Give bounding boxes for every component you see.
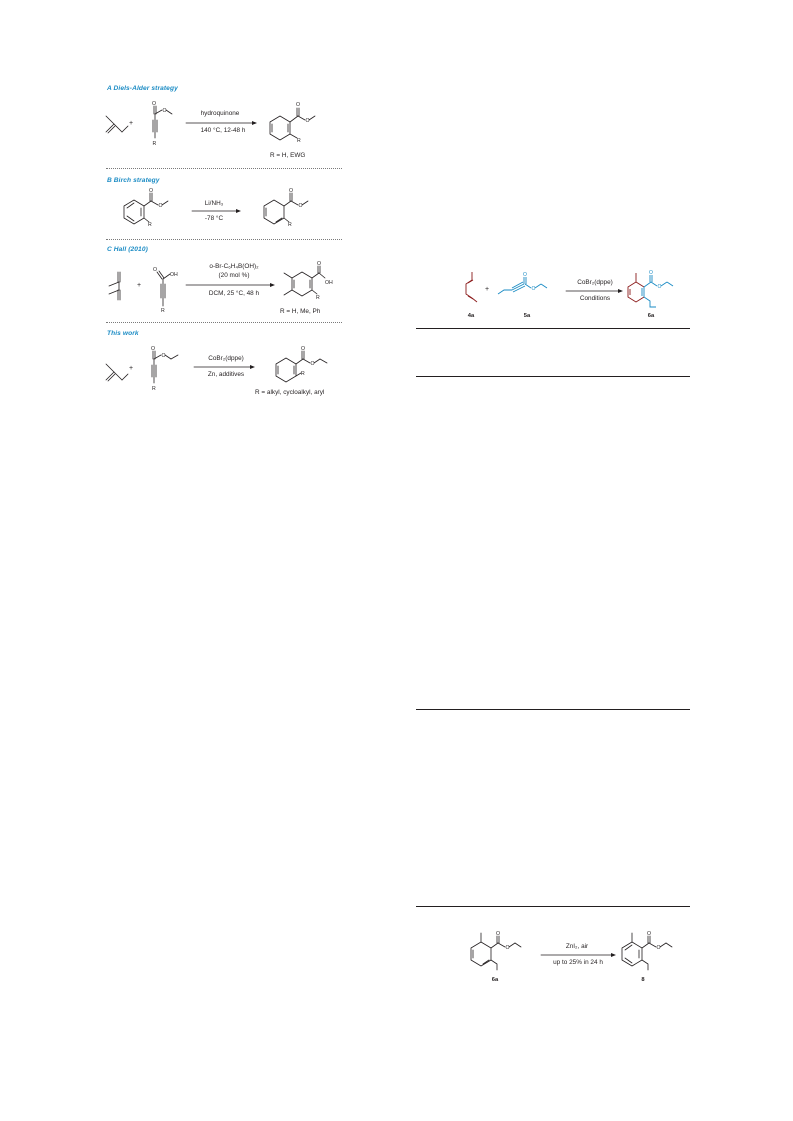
r-group-label: R <box>161 308 165 314</box>
conditions-label: Conditions <box>579 295 611 302</box>
oxygen-label: O <box>649 270 653 276</box>
this-work-title: This work <box>107 330 139 337</box>
plus-sign: + <box>137 282 142 289</box>
reaction-arrow <box>186 282 276 288</box>
oxygen-label: O <box>657 284 662 290</box>
compound-6a-structure <box>465 930 525 974</box>
oxygen-label: O <box>317 261 322 267</box>
butadiene-structure <box>104 358 134 388</box>
alkynoate-structure-a <box>140 100 176 148</box>
dimethylbutadiene-structure <box>104 268 130 302</box>
compound-label-5a: 5a <box>523 313 531 319</box>
catalyst-loading: (20 mol %) <box>218 272 250 279</box>
plus-sign: + <box>129 365 134 372</box>
table-bottom-rule <box>416 906 690 907</box>
table-section-rule <box>416 709 690 710</box>
oxygen-label: O <box>161 353 166 359</box>
r-group-label: R <box>152 386 156 392</box>
r-group-label: R <box>148 222 152 228</box>
cyclohexadiene-ester-product-this-work <box>270 346 336 392</box>
r-group-label: R <box>152 141 157 147</box>
oxygen-label: O <box>496 931 501 937</box>
hydroxyl-label: OH <box>170 272 178 278</box>
alkynoic-acid-structure <box>152 264 184 314</box>
r-group-label: R <box>297 138 301 144</box>
oxygen-label: O <box>152 101 157 107</box>
oxygen-label: O <box>153 267 158 273</box>
oxygen-label: O <box>158 203 163 209</box>
oxygen-label: O <box>289 188 294 194</box>
oxygen-label: O <box>305 118 310 124</box>
cyclohexadiene-acid-product-c <box>282 262 344 308</box>
reagent-label: ZnI₂, air <box>565 943 589 950</box>
panel-a-title: A Diels-Alder strategy <box>107 85 178 92</box>
oxygen-label: O <box>298 203 303 209</box>
oxygen-label: O <box>647 931 652 937</box>
compound-label-8: 8 <box>641 977 645 983</box>
compound-8-structure <box>616 930 676 974</box>
oxygen-label: O <box>301 346 306 352</box>
hexadiene-4a-structure <box>462 270 484 306</box>
reaction-arrow <box>186 120 258 126</box>
compound-label-6a: 6a <box>491 977 499 983</box>
oxygen-label: O <box>505 945 510 951</box>
table-header-rule <box>416 376 690 377</box>
reagent-label: CoBr₂(dppe) <box>577 279 613 286</box>
reaction-arrow <box>541 952 617 958</box>
plus-sign: + <box>485 286 490 293</box>
reaction-arrow <box>192 208 242 214</box>
conditions-label: 140 °C, 12-48 h <box>200 127 246 134</box>
panel-divider <box>106 239 342 240</box>
panel-c-title: C Hall (2010) <box>107 246 148 253</box>
oxygen-label: O <box>656 945 661 951</box>
alkynoate-5a-structure <box>494 272 554 302</box>
reagent-label: hydroquinone <box>200 110 240 117</box>
r-group-label: R <box>301 371 305 377</box>
r-group-label: R <box>316 295 320 301</box>
cyclohexadiene-ester-product-a <box>262 100 322 150</box>
scope-note: R = H, EWG <box>270 152 306 159</box>
oxygen-label: O <box>151 346 156 352</box>
scope-note: R = H, Me, Ph <box>280 308 321 315</box>
conditions-label: -78 °C <box>204 215 224 222</box>
oxygen-label: O <box>149 188 154 194</box>
reagent-label: CoBr₂(dppe) <box>208 355 244 362</box>
compound-label-6a: 6a <box>647 313 655 319</box>
reagent-label: Li/NH₃ <box>204 200 224 207</box>
table-top-rule <box>416 328 690 329</box>
oxygen-label: O <box>162 108 167 114</box>
oxygen-label: O <box>296 102 301 108</box>
oxygen-label: O <box>310 361 315 367</box>
oxygen-label: O <box>531 286 536 292</box>
cyclohexadiene-ester-product-b <box>258 188 318 228</box>
conditions-label: Zn, additives <box>207 371 245 378</box>
compound-label-4a: 4a <box>467 313 475 319</box>
reagent-label: o-Br-C₆H₄B(OH)₂ <box>209 263 259 270</box>
conditions-label: up to 25% in 24 h <box>553 959 603 966</box>
panel-divider <box>106 168 342 169</box>
panel-b-title: B Birch strategy <box>107 177 160 184</box>
oxygen-label: O <box>523 272 527 278</box>
alkynoate-ethyl-structure <box>142 345 184 395</box>
reaction-arrow <box>566 288 624 294</box>
plus-sign: + <box>129 120 134 127</box>
product-6a-structure <box>620 268 686 308</box>
hydroxyl-label: OH <box>325 280 333 286</box>
r-group-label: R <box>288 222 292 228</box>
scope-note: R = alkyl, cycloalkyl, aryl <box>255 389 325 396</box>
benzoate-structure <box>118 188 168 228</box>
panel-divider <box>106 322 342 323</box>
reaction-arrow <box>194 364 256 370</box>
conditions-label: DCM, 25 °C, 48 h <box>208 290 260 297</box>
